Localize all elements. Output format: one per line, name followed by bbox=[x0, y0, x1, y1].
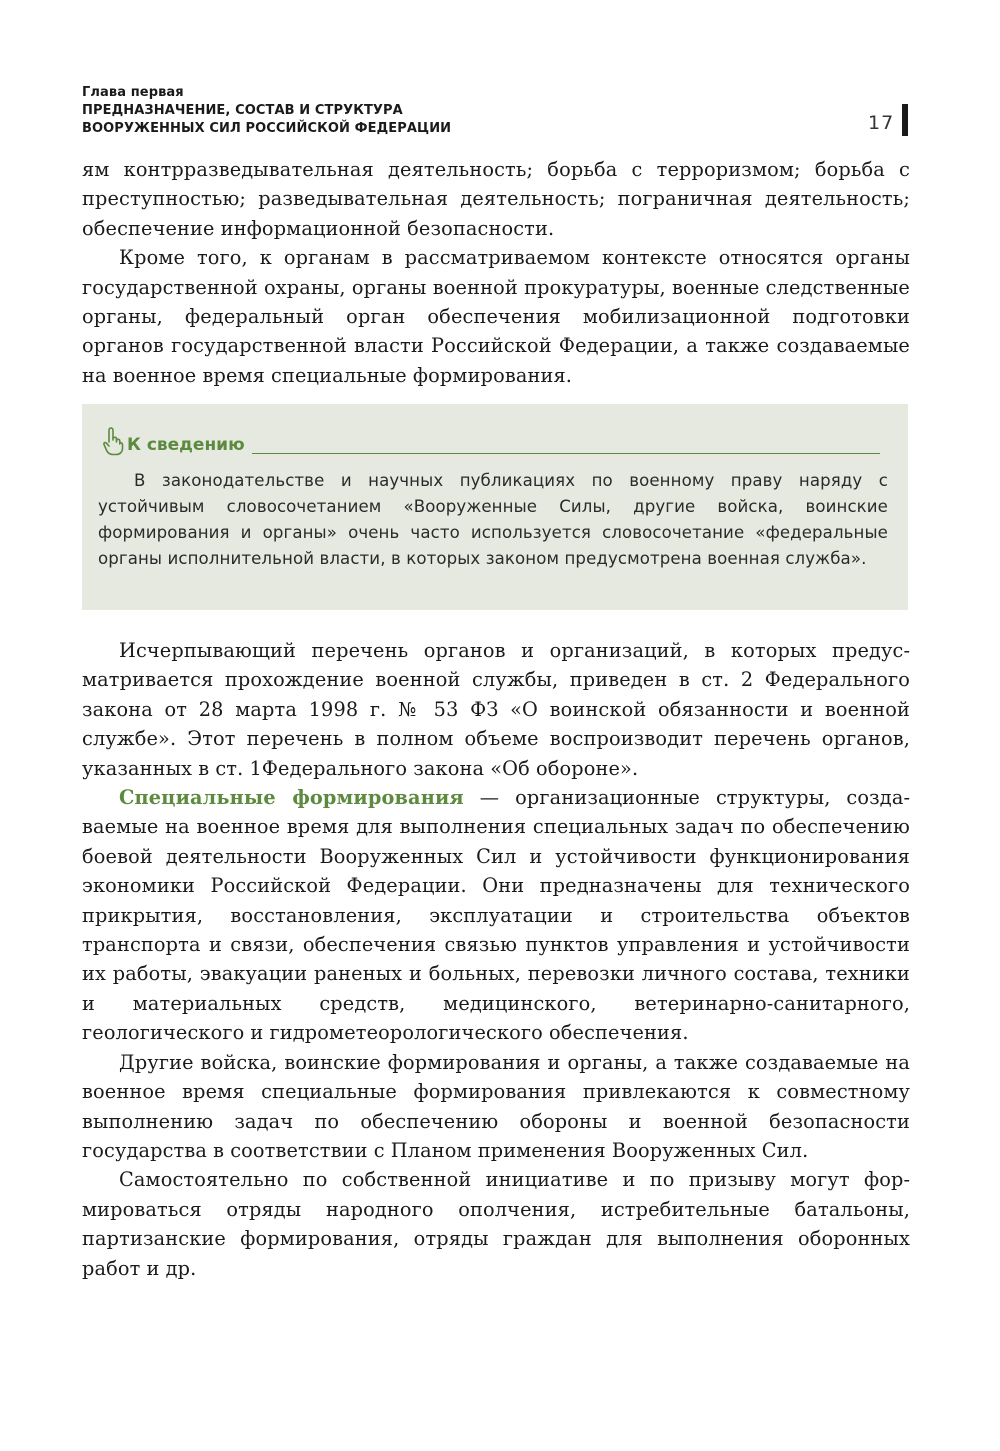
page-number-marker bbox=[902, 104, 908, 136]
running-header bbox=[82, 84, 451, 138]
body-text-bottom bbox=[82, 636, 910, 1283]
definition-text: — организационные структуры, создаваемые на военное время для выполнения специальных задач по обеспечению боевой деятельности Вооруженных Сил и устойчивости функционирования экономики Российской Федерации. Они предназначены для технического прикрытия, восстановления, эксплуатации и строительства объектов транспорта и связи, обеспечения связью пунктов управления и устойчивости их работы, эвакуации раненых и больных, перевозки личного состава, техники и материальных средств, медицинского, ветеринарно-санитарного, геологического и гидрометеорологического обеспечения. bbox=[82, 786, 910, 1045]
paragraph: Исчерпывающий перечень органов и организаций, в которых предусматривается прохождение военной службы, приведен в ст. 2 Федерального закона от 28 марта 1998 г. № 53 ФЗ «О воинской обязанности и военной службе». Этот перечень в полном объеме воспроизводит перечень органов, указанных в ст. 1Федерального закона «Об обороне». bbox=[82, 639, 910, 780]
chapter-title-line-2: ВООРУЖЕННЫХ СИЛ РОССИЙСКОЙ ФЕДЕРАЦИИ bbox=[82, 121, 452, 136]
paragraph: ям контрразведывательная деятельность; борьба с терроризмом; борьба с преступностью; разведывательная деятельность; пограничная деятельность; обеспечение информационной безопасности. bbox=[82, 158, 910, 240]
info-box-rule bbox=[252, 453, 880, 454]
info-box-text bbox=[98, 468, 888, 572]
pointing-hand-icon bbox=[102, 426, 124, 456]
info-box-title: К сведению bbox=[127, 435, 245, 455]
body-text-top bbox=[82, 155, 910, 390]
paragraph: Кроме того, к органам в рассматриваемом контексте относятся органы государственной охраны, органы военной прокуратуры, военные следственные органы, федеральный орган обеспечения мобилизационной подготовки органов государственной власти Российской Федерации, а также создаваемые на военное время специальные формирования. bbox=[82, 246, 910, 387]
info-box bbox=[82, 404, 908, 610]
chapter-label: Глава первая bbox=[82, 85, 184, 100]
info-box-header bbox=[102, 426, 245, 456]
paragraph: Самостоятельно по собственной инициативе и по призыву могут формироваться отряды народного ополчения, истребительные батальоны, партизанские формирования, отряды граждан для выполнения оборонных работ и др. bbox=[82, 1168, 910, 1280]
chapter-title-line-1: ПРЕДНАЗНАЧЕНИЕ, СОСТАВ И СТРУКТУРА bbox=[82, 103, 403, 118]
page-number: 17 bbox=[868, 112, 895, 134]
defined-term: Специальные формирования bbox=[119, 786, 464, 810]
info-paragraph: В законодательстве и научных публикациях по военному праву наряду с устойчивым словосочетанием «Вооруженные Силы, другие войска, воинские формирования и органы» очень часто используется словосочетание «федеральные органы исполнительной власти, в которых законом предусмотрена военная служба». bbox=[98, 471, 888, 568]
definition-paragraph bbox=[82, 783, 910, 1048]
paragraph: Другие войска, воинские формирования и органы, а также создаваемые на военное время специальные формирования привлекаются к совместному выполнению задач по обеспечению обороны и военной безопасности государства в соответствии с Планом применения Вооруженных Сил. bbox=[82, 1050, 910, 1162]
